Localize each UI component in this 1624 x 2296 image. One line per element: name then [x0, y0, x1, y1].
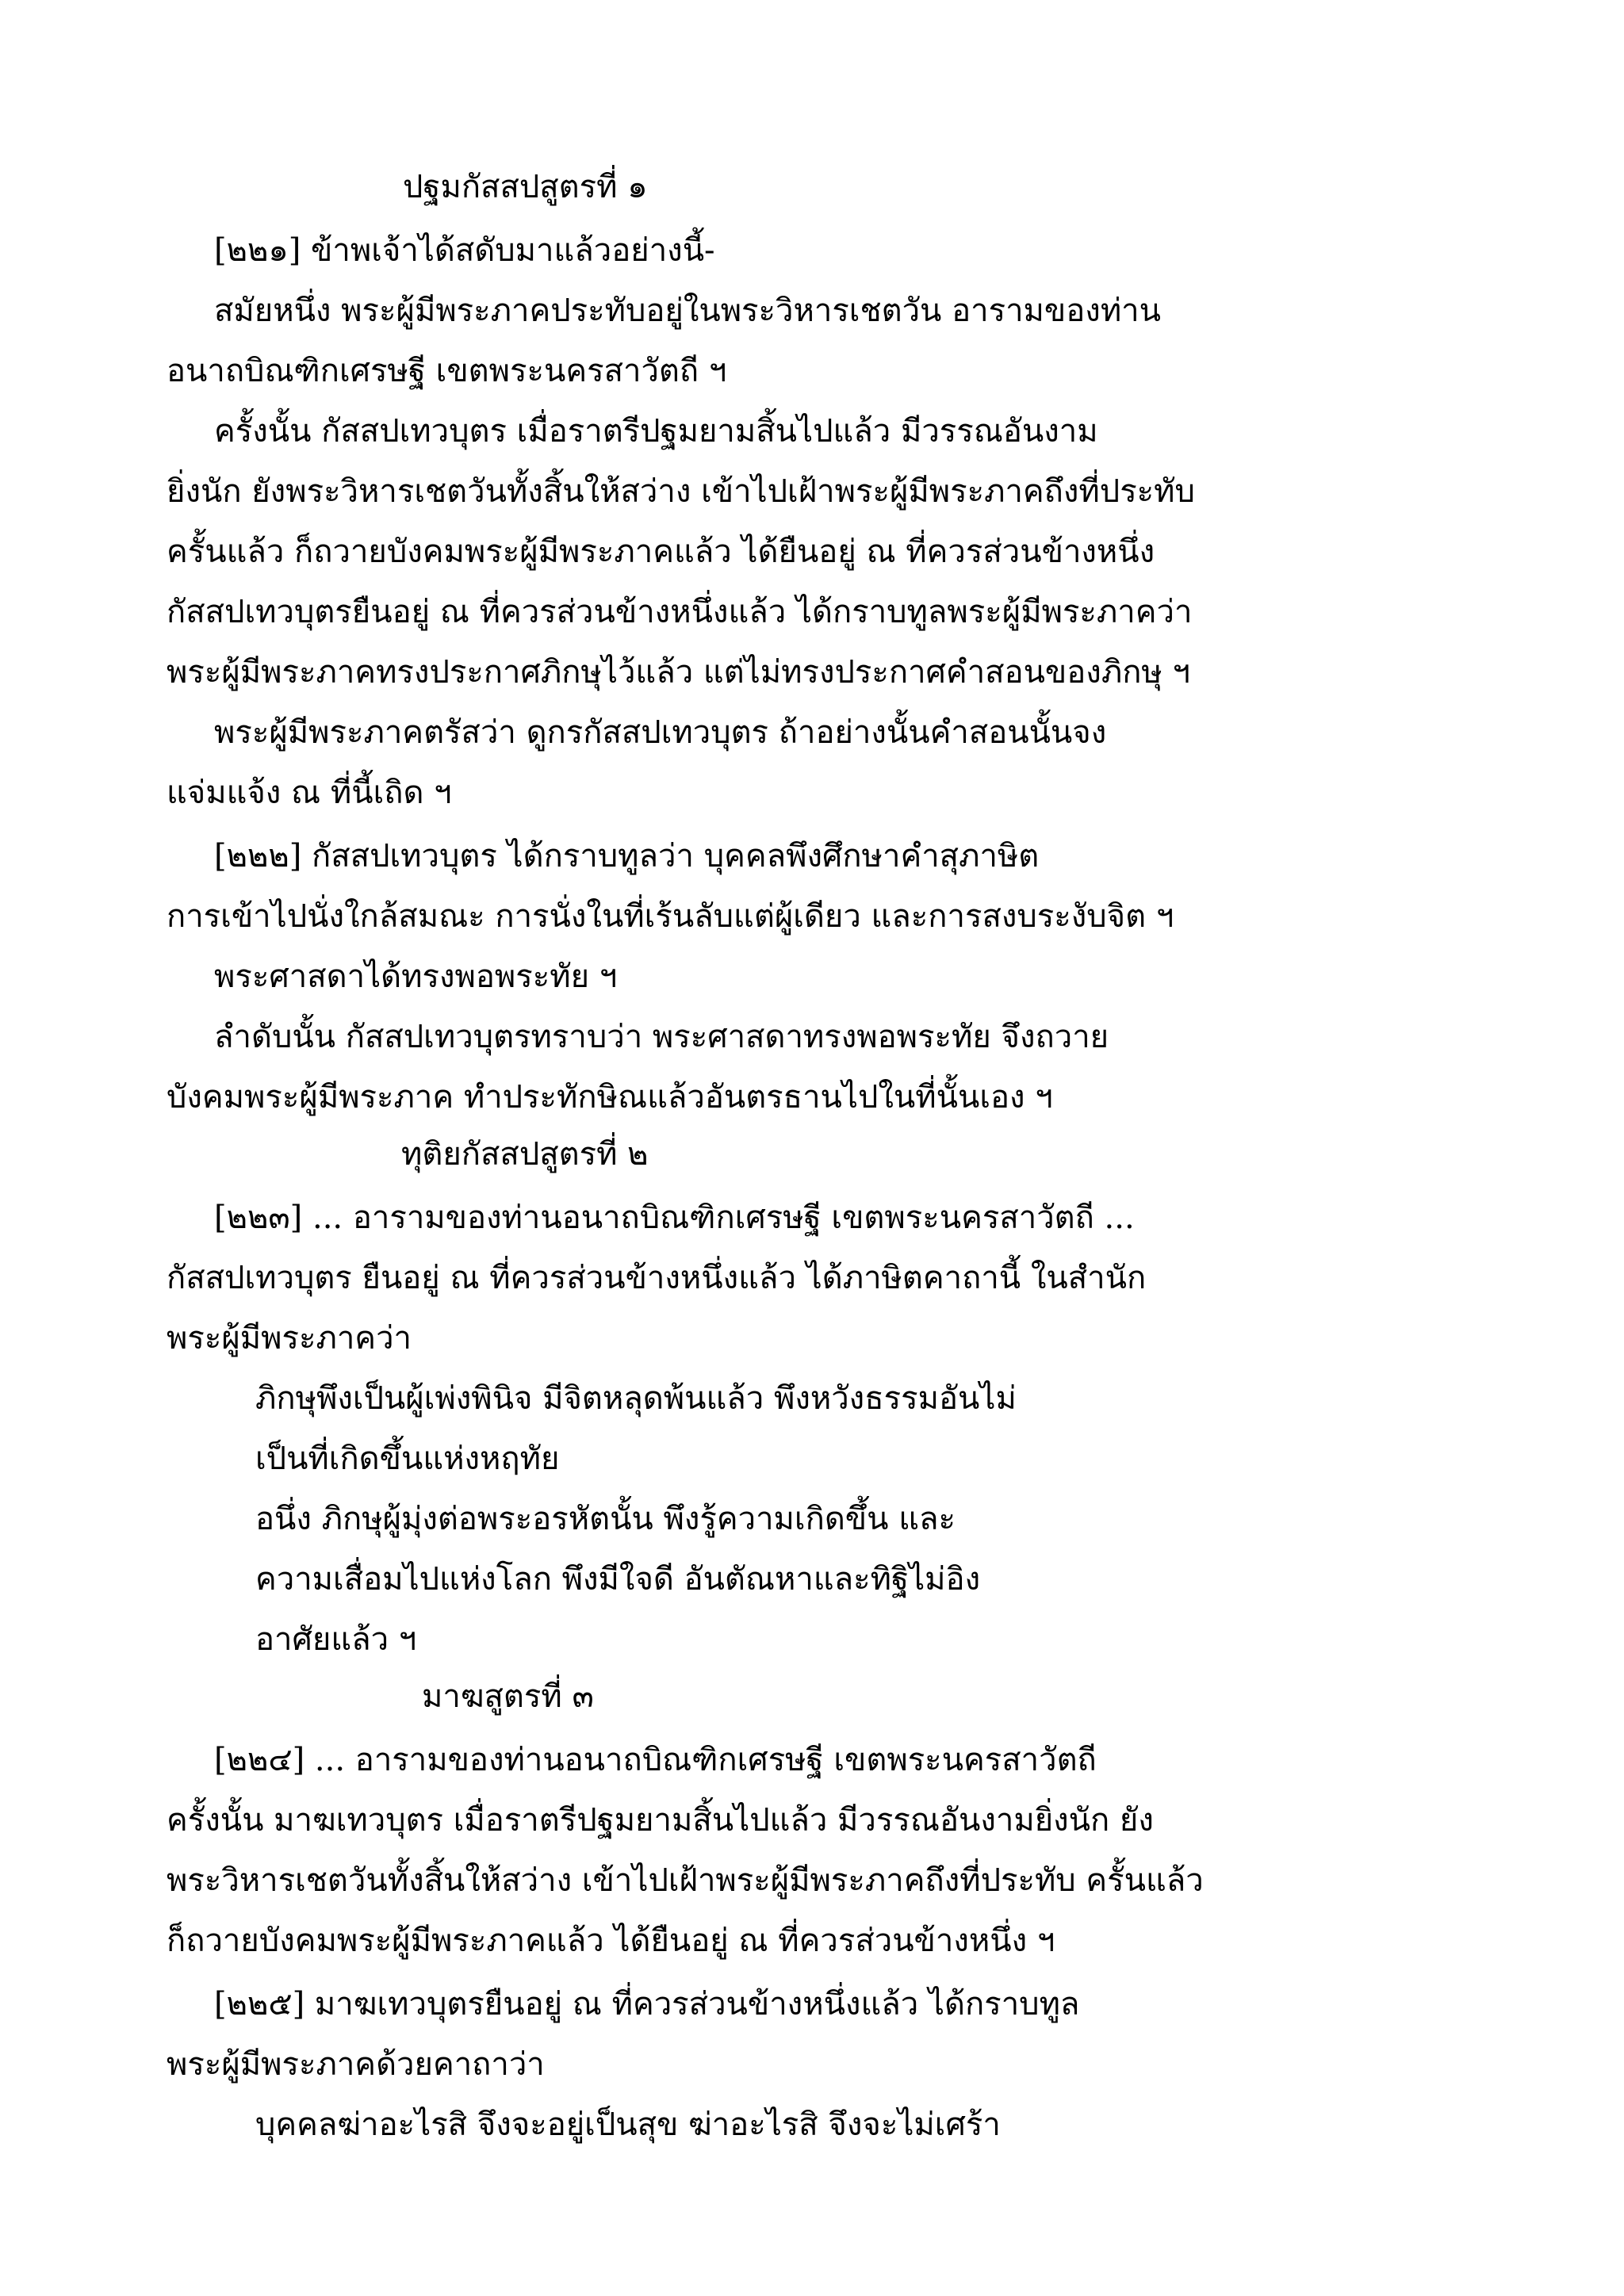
verse-line: อนึ่ง ภิกษุผู้มุ่งต่อพระอรหัตนั้น พึงรู้ความเกิดขึ้น และ: [255, 1501, 956, 1537]
paragraph-line: ก็ถวายบังคมพระผู้มีพระภาคแล้ว ได้ยืนอยู่ ณ ที่ควรส่วนข้างหนึ่ง ฯ: [167, 1923, 1055, 1959]
paragraph-line: พระผู้มีพระภาคทรงประกาศภิกษุไว้แล้ว แต่ไม่ทรงประกาศคำสอนของภิกษุ ฯ: [167, 654, 1190, 691]
paragraph-line: ครั้นแล้ว ก็ถวายบังคมพระผู้มีพระภาคแล้ว ได้ยืนอยู่ ณ ที่ควรส่วนข้างหนึ่ง: [167, 534, 1155, 570]
paragraph-line: พระวิหารเชตวันทั้งสิ้นให้สว่าง เข้าไปเฝ้าพระผู้มีพระภาคถึงที่ประทับ ครั้นแล้ว: [167, 1862, 1204, 1899]
paragraph-line: สมัยหนึ่ง พระผู้มีพระภาคประทับอยู่ในพระวิหารเชตวัน อารามของท่าน: [214, 293, 1161, 329]
section-heading: มาฆสูตรที่ ๓: [422, 1678, 594, 1715]
paragraph-line: การเข้าไปนั่งใกล้สมณะ การนั่งในที่เร้นลับแต่ผู้เดียว และการสงบระงับจิต ฯ: [167, 898, 1174, 935]
verse-line: ภิกษุพึงเป็นผู้เพ่งพินิจ มีจิตหลุดพ้นแล้ว พึงหวังธรรมอันไม่: [255, 1380, 1017, 1417]
verse-line: เป็นที่เกิดขึ้นแห่งหฤทัย: [255, 1441, 560, 1477]
paragraph-line: [๒๒๑] ข้าพเจ้าได้สดับมาแล้วอย่างนี้-: [214, 232, 715, 269]
paragraph-line: พระผู้มีพระภาคว่า: [167, 1320, 412, 1357]
section-heading: ปฐมกัสสปสูตรที่ ๑: [403, 169, 648, 205]
paragraph-line: กัสสปเทวบุตร ยืนอยู่ ณ ที่ควรส่วนข้างหนึ่งแล้ว ได้ภาษิตคาถานี้ ในสำนัก: [167, 1260, 1147, 1296]
paragraph-line: [๒๒๓] ... อารามของท่านอนาถบิณฑิกเศรษฐี เขตพระนครสาวัตถี ...: [214, 1200, 1135, 1236]
paragraph-line: แจ่มแจ้ง ณ ที่นี้เถิด ฯ: [167, 775, 452, 811]
paragraph-line: ลำดับนั้น กัสสปเทวบุตรทราบว่า พระศาสดาทรงพอพระทัย จึงถวาย: [214, 1019, 1109, 1055]
paragraph-line: พระผู้มีพระภาคด้วยคาถาว่า: [167, 2046, 545, 2083]
paragraph-line: พระศาสดาได้ทรงพอพระทัย ฯ: [214, 959, 618, 995]
paragraph-line: อนาถบิณฑิกเศรษฐี เขตพระนครสาวัตถี ฯ: [167, 353, 727, 389]
verse-line: อาศัยแล้ว ฯ: [255, 1621, 417, 1658]
paragraph-line: พระผู้มีพระภาคตรัสว่า ดูกรกัสสปเทวบุตร ถ้าอย่างนั้นคำสอนนั้นจง: [214, 714, 1107, 751]
paragraph-line: [๒๒๔] ... อารามของท่านอนาถบิณฑิกเศรษฐี เขตพระนครสาวัตถี: [214, 1742, 1097, 1778]
verse-line: ความเสื่อมไปแห่งโลก พึงมีใจดี อันตัณหาและทิฐิไม่อิง: [255, 1561, 981, 1598]
verse-line: บุคคลฆ่าอะไรสิ จึงจะอยู่เป็นสุข ฆ่าอะไรสิ จึงจะไม่เศร้า: [255, 2107, 1001, 2143]
paragraph-line: กัสสปเทวบุตรยืนอยู่ ณ ที่ควรส่วนข้างหนึ่งแล้ว ได้กราบทูลพระผู้มีพระภาคว่า: [167, 594, 1193, 630]
paragraph-line: [๒๒๕] มาฆเทวบุตรยืนอยู่ ณ ที่ควรส่วนข้างหนึ่งแล้ว ได้กราบทูล: [214, 1986, 1080, 2022]
section-heading: ทุติยกัสสปสูตรที่ ๒: [401, 1136, 649, 1173]
paragraph-line: บังคมพระผู้มีพระภาค ทำประทักษิณแล้วอันตรธานไปในที่นั้นเอง ฯ: [167, 1079, 1053, 1115]
paragraph-line: ครั้งนั้น มาฆเทวบุตร เมื่อราตรีปฐมยามสิ้นไปแล้ว มีวรรณอันงามยิ่งนัก ยัง: [167, 1802, 1154, 1839]
paragraph-line: ครั้งนั้น กัสสปเทวบุตร เมื่อราตรีปฐมยามสิ้นไปแล้ว มีวรรณอันงาม: [214, 413, 1098, 450]
paragraph-line: [๒๒๒] กัสสปเทวบุตร ได้กราบทูลว่า บุคคลพึงศึกษาคำสุภาษิต: [214, 838, 1040, 874]
paragraph-line: ยิ่งนัก ยังพระวิหารเชตวันทั้งสิ้นให้สว่าง เข้าไปเฝ้าพระผู้มีพระภาคถึงที่ประทับ: [167, 473, 1195, 510]
